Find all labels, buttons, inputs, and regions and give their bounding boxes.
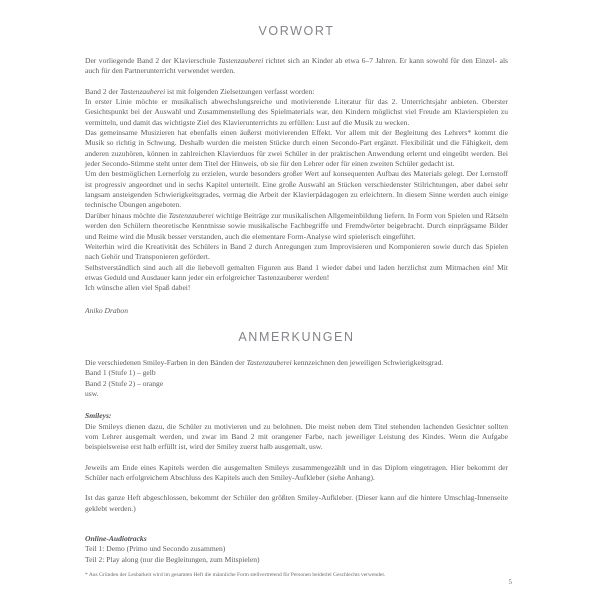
- subheading-online-audiotracks: Online-Audiotracks: [85, 534, 147, 544]
- anmerkungen-intro-part-a: Die verschiedenen Smiley-Farben in den Bänden der: [85, 357, 247, 367]
- vorwort-paragraph-5: [85, 211, 508, 242]
- audio-track-line-2: Teil 2: Play along (nur die Begleitungen, zum Mitspielen): [85, 554, 260, 564]
- page-number: 5: [508, 578, 512, 586]
- anmerkungen-intro: [85, 358, 508, 368]
- spacer: [85, 38, 508, 56]
- vorwort-p2-part-a: Band 2 der: [85, 86, 121, 96]
- level-line-usw: usw.: [85, 388, 99, 398]
- spacer: [85, 344, 508, 358]
- spacer: [85, 514, 508, 534]
- level-line-band2: Band 2 (Stufe 2) – orange: [85, 378, 164, 388]
- vorwort-paragraph-6: Weiterhin wird die Kreativität des Schülers in Band 2 durch Anregungen zum Improvisieren und Komponieren sowie durch das Spielen nach Gehör und Transponieren gefördert.: [85, 241, 508, 262]
- spacer: [85, 77, 508, 87]
- footnote: * Aus Gründen der Lesbarkeit wird im gesamten Heft die männliche Form stellvertretend für Personen beiderlei Geschlechts verwendet.: [85, 572, 386, 578]
- author-signature: Aniko Drabon: [85, 305, 128, 315]
- vorwort-p5-part-a: Darüber hinaus möchte die: [85, 210, 169, 220]
- smileys-paragraph-2: Jeweils am Ende eines Kapitels werden die ausgemalten Smileys zusammengezählt und in das Diplom eingetragen. Hier bekommt der Schüler nach erfolgreichem Abschluss des Kapitels auch den Smiley-Aufkleber (siehe Anhang).: [85, 462, 508, 482]
- vorwort-paragraph-7: Selbstverständlich sind auch all die liebevoll gemalten Figuren aus Band 1 wieder dabei und laden herzlichst zum Mitmachen ein! Mit etwas Geduld und Ausdauer kann jeder ein erfolgreicher Tastenzauberer werden!: [85, 262, 508, 282]
- spacer: [85, 316, 508, 330]
- spacer: [85, 453, 508, 463]
- smileys-paragraph-1: Die Smileys dienen dazu, die Schüler zu motivieren und zu belohnen. Die meist neben dem Titel stehenden lachenden Gesichter sollten vom Lehrer ausgemalt werden, und zwar im Band 2 mit orangener Farbe, nach jeweiliger Leistung des Kindes. Wenn die Aufgabe beispielsweise erst halb erfüllt ist, wird der Smiley zuerst halb ausgemalt, usw.: [85, 421, 508, 452]
- vorwort-p1-part-a: Der vorliegende Band 2 der Klavierschule: [85, 56, 219, 65]
- spacer: [85, 399, 508, 411]
- vorwort-p2-part-b: ist mit folgenden Zielsetzungen verfasst worden:: [165, 86, 315, 96]
- spacer: [85, 483, 508, 493]
- vorwort-p2-title: Tastenzauberei: [120, 86, 166, 96]
- anmerkungen-intro-title: Tastenzauberei: [246, 357, 292, 367]
- level-line-band1: Band 1 (Stufe 1) – gelb: [85, 368, 156, 378]
- vorwort-paragraph-3: Das gemeinsame Musizieren hat ebenfalls einen äußerst motivierenden Effekt. Vor allem mit der Begleitung des Lehrers* kommt die Musik so richtig in Schwung. Deshalb wurden die meisten Stücke durch einen Secondo-Part ergänzt. Flexibilität und die Fähigkeit, dem anderen zuzuhören, können in zahlreichen Klavierduos für zwei Schüler in der praktischen Anwendung erlernt und eingeübt werden. Bei jeder Secondo-Stimme steht unter dem Titel der Hinweis, ob sie für den Lehrer oder für einen zweiten Schüler gedacht ist.: [85, 128, 508, 169]
- vorwort-p1-title: Tastenzauberei: [218, 56, 264, 65]
- vorwort-paragraph-2-lead: [85, 87, 508, 97]
- section-heading-anmerkungen: ANMERKUNGEN: [238, 329, 355, 344]
- vorwort-paragraph-4: Um den bestmöglichen Lernerfolg zu erzielen, wurde besonders großer Wert auf konsequenten Aufbau des Materials gelegt. Der Lernstoff ist progressiv angeordnet und in sechs Kapitel unterteilt. Eine große Auswahl an Stücken verschiedenster Stilrichtungen, aber dabei sehr langsam ansteigenden Schwierigkeitsgrades, vermag die Arbeit der Klavierpädagogen zu erleichtern. In diesem Sinne werden auch einige technische Übungen angeboten.: [85, 169, 508, 210]
- anmerkungen-intro-part-b: kennzeichnen den jeweiligen Schwierigkeitsgrad.: [291, 357, 444, 367]
- subheading-smileys: Smileys:: [85, 411, 112, 421]
- section-heading-vorwort: VORWORT: [258, 24, 335, 38]
- vorwort-paragraph-1: [85, 56, 508, 77]
- vorwort-paragraph-8: Ich wünsche allen viel Spaß dabei!: [85, 283, 191, 293]
- smileys-paragraph-3: Ist das ganze Heft abgeschlossen, bekommt der Schüler den größten Smiley-Aufkleber. (Dieser kann auf die hintere Umschlag-Innenseite geklebt werden.): [85, 493, 508, 513]
- vorwort-p1-part-b: richtet sich an Kinder ab etwa 6–7 Jahren. Er kann sowohl für den Einzel- als auch für den Partnerunterricht verwendet werden.: [85, 56, 508, 76]
- audio-track-line-1: Teil 1: Demo (Primo und Secondo zusammen): [85, 544, 226, 554]
- page-content: [85, 0, 508, 565]
- vorwort-p5-title: Tastenzauberei: [168, 210, 214, 220]
- spacer: [85, 294, 508, 306]
- vorwort-paragraph-2-body: In erster Linie möchte er musikalisch abwechslungsreiche und motivierende Literatur für das 2. Unterrichtsjahr anbieten. Oberster Gesichtspunkt bei der Auswahl und Zusammenstellung des Spielmaterials war, den Kindern möglichst viel Freude am Klavierspielen zu vermitteln, und damit das wichtigste Ziel des Klavierunterrichts zu erfüllen: Lust auf die Musik zu wecken.: [85, 97, 508, 127]
- vorwort-p5-part-b: wichtige Beiträge zur musikalischen Allgemeinbildung liefern. In Form von Spielen und Rätseln werden den Schülern theoretische Kenntnisse sowie musikalische Fachbegriffe und Fremdwörter beigebracht. Durch einprägsame Bilder und Reime wird die Musik besser verstanden, auch die elementare Form-Analyse wird spielerisch eingeführt.: [85, 210, 508, 241]
